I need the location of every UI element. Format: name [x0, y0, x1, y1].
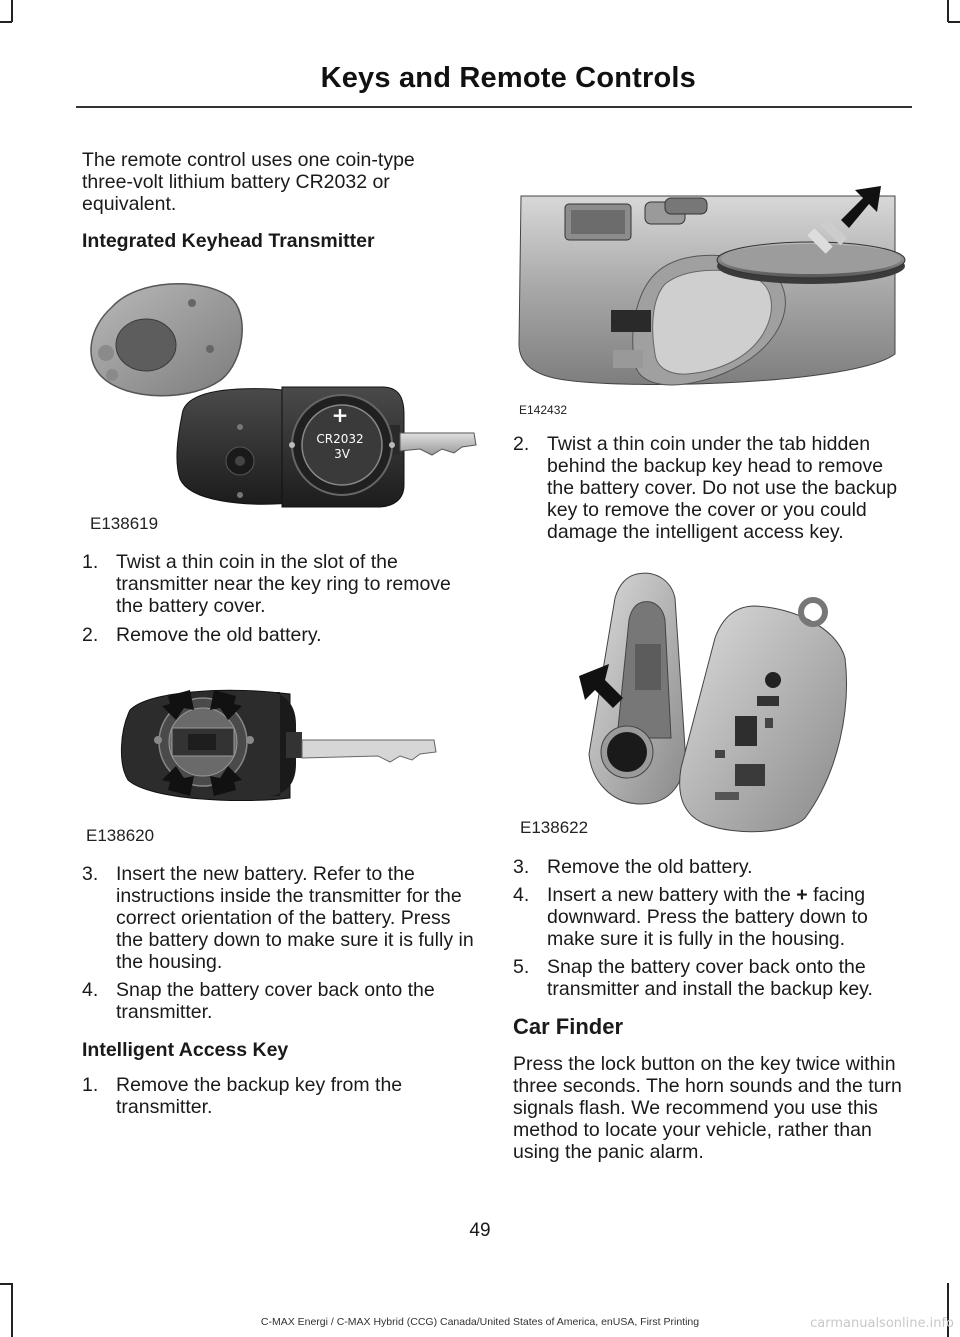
crop-mark-bottom-left-v	[11, 1283, 13, 1337]
figure-label-e138622: E138622	[520, 818, 589, 837]
step-number: 2.	[82, 624, 99, 646]
battery-plus-symbol: +	[331, 403, 349, 427]
figure-intelligent-key-cover	[515, 184, 910, 399]
crop-mark-top-left-v	[11, 0, 13, 22]
step-text: Twist a thin coin in the slot of the transmitter near the key ring to remove the battery cover.	[116, 551, 451, 617]
step-number: 2.	[513, 433, 530, 455]
step-text-after: facing downward. Press the battery down to make sure it is fully in the housing.	[547, 884, 868, 950]
step-text: Snap the battery cover back onto the transmitter.	[116, 979, 435, 1023]
step-text	[547, 884, 909, 950]
step-number: 3.	[513, 856, 530, 878]
crop-mark-top-right-h	[948, 21, 960, 23]
page-number: 49	[469, 1220, 491, 1241]
step-number: 4.	[82, 979, 99, 1001]
step-number: 3.	[82, 863, 99, 885]
step-text: Remove the old battery.	[116, 624, 322, 646]
watermark: carmanualsonline.info	[810, 1316, 954, 1331]
plus-symbol: +	[796, 884, 808, 906]
step-b-4	[82, 979, 476, 1023]
intro-paragraph: The remote control uses one coin-type three-volt lithium battery CR2032 or equivalent.	[82, 149, 415, 215]
figure-label-e138619: E138619	[90, 514, 159, 533]
battery-model-text: CR2032	[316, 432, 364, 446]
step-text: Snap the battery cover back onto the transmitter and install the backup key.	[547, 956, 873, 1000]
step-r-5	[513, 956, 909, 1000]
keyhead-open-illustration	[110, 680, 450, 805]
step-number: 1.	[82, 1074, 99, 1096]
page-title: Keys and Remote Controls	[320, 62, 696, 94]
step-text-before: Insert a new battery with the	[547, 884, 797, 906]
step-text: Remove the backup key from the transmitter.	[116, 1074, 403, 1118]
subhead-intelligent-access-key: Intelligent Access Key	[82, 1039, 289, 1061]
figure-keyhead-cover-removed	[110, 680, 450, 805]
car-finder-paragraph: Press the lock button on the key twice within three seconds. The horn sounds and the turn signals flash. We recommend you use this method to locate your vehicle, rather than using the panic alarm.	[513, 1053, 902, 1163]
crop-mark-top-left-h	[0, 21, 12, 23]
step-number: 4.	[513, 884, 530, 906]
header-divider	[76, 106, 912, 108]
figure-label-e142432: E142432	[519, 403, 568, 417]
step-number: 5.	[513, 956, 530, 978]
footer-edition: C-MAX Energi / C-MAX Hybrid (CCG) Canada/United States of America, enUSA, First Printing	[260, 1316, 700, 1328]
heading-car-finder: Car Finder	[513, 1014, 624, 1039]
step-text: Insert the new battery. Refer to the instructions inside the transmitter for the correct orientation of the battery. Press the battery down to make sure it is fully in the housing.	[116, 863, 474, 973]
step-r-2	[513, 433, 909, 543]
step-b-3	[82, 863, 476, 973]
keyhead-battery-illustration	[82, 275, 480, 515]
step-c-1	[82, 1074, 476, 1118]
subhead-integrated-keyhead-transmitter: Integrated Keyhead Transmitter	[82, 230, 375, 252]
step-number: 1.	[82, 551, 99, 573]
crop-mark-top-right-v	[947, 0, 949, 22]
crop-mark-bottom-left-h	[0, 1283, 12, 1285]
battery-voltage-text: 3V	[334, 447, 350, 461]
step-r-3	[513, 856, 909, 878]
step-text: Twist a thin coin under the tab hidden behind the backup key head to remove the battery cover. Do not use the backup key to remove the cover or you could damage the intelligent access key.	[547, 433, 898, 543]
step-a-2	[82, 624, 476, 646]
intelligent-key-open-illustration	[575, 568, 860, 838]
figure-label-e138620: E138620	[86, 826, 155, 845]
step-text: Remove the old battery.	[547, 856, 753, 878]
figure-keyhead-battery	[82, 275, 480, 515]
figure-intelligent-key-open	[575, 568, 860, 838]
step-r-4	[513, 884, 909, 950]
step-a-1	[82, 551, 476, 617]
intelligent-key-cover-illustration	[515, 184, 910, 399]
